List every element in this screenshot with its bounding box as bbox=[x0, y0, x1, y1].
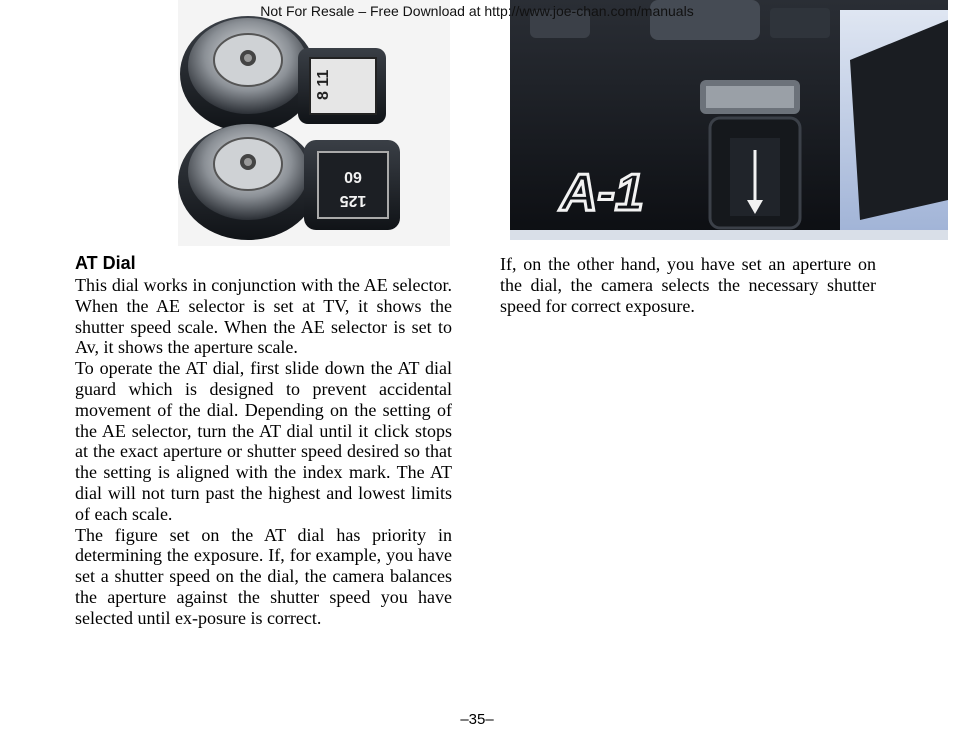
lower-dial-scale-60: 60 bbox=[344, 168, 362, 185]
page-number: –35– bbox=[460, 711, 494, 728]
right-column-text bbox=[500, 254, 876, 316]
lower-dial-scale-125: 125 bbox=[339, 192, 367, 209]
at-dial-photo bbox=[178, 0, 450, 246]
download-notice: Not For Resale – Free Download at http://www.joe-chan.com/manuals bbox=[260, 3, 694, 19]
paragraph-1: This dial works in conjunction with the AE selector. When the AE selector is set at TV, it shows the shutter speed scale. When the AE selector is set to Av, it shows the aperture scale. bbox=[75, 275, 452, 358]
section-title: AT Dial bbox=[75, 253, 136, 273]
upper-dial-scale: 8 11 bbox=[315, 69, 332, 100]
paragraph-3: The figure set on the AT dial has priority in determining the exposure. If, for example, you have set a shutter speed on the dial, the camera balances the aperture against the shutter speed you have selected until ex-posure is correct. bbox=[75, 524, 452, 628]
camera-body-photo bbox=[510, 0, 948, 240]
camera-model-logo: A-1 bbox=[560, 164, 644, 222]
left-column-text bbox=[75, 275, 452, 629]
paragraph-4: If, on the other hand, you have set an aperture on the dial, the camera selects the necessary shutter speed for correct exposure. bbox=[500, 254, 876, 316]
paragraph-2: To operate the AT dial, first slide down the AT dial guard which is designed to prevent accidental movement of the dial. Depending on the setting of the AE selector, turn the AT dial until it click stops at the exact aperture or shutter speed desired so that the setting is aligned with the index mark. The AT dial will not turn past the highest and lowest limits of each scale. bbox=[75, 358, 452, 524]
